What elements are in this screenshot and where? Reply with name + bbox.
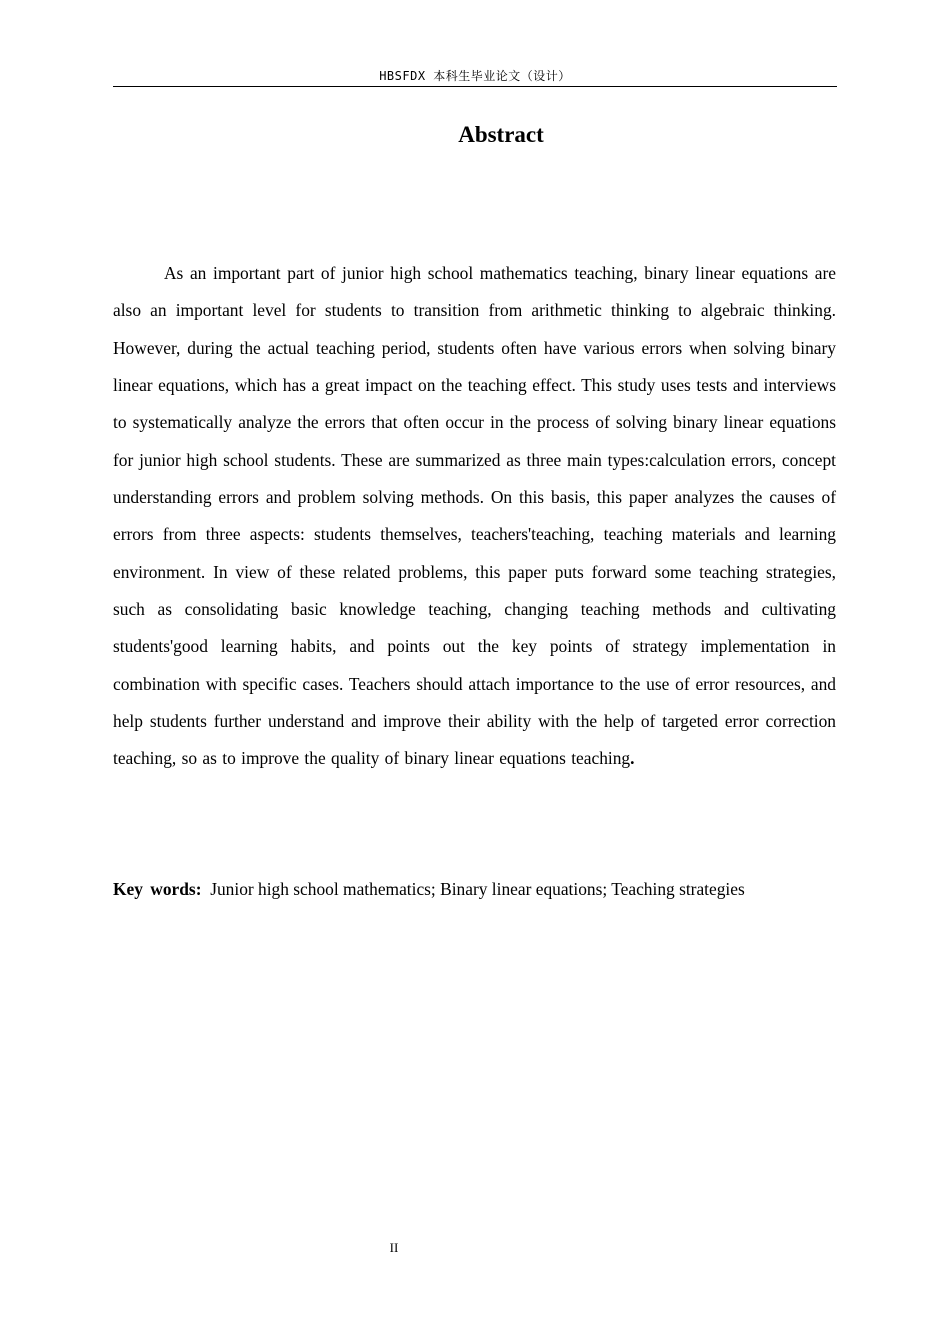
keywords-line [113,872,853,906]
keywords-text: Junior high school mathematics; Binary linear equations; Teaching strategies [210,879,745,899]
page-number: II [389,1240,399,1255]
abstract-text: As an important part of junior high school mathematics teaching, binary linear equations are also an important level for students to transition from arithmetic thinking to algebraic thinking. However, during the actual teaching period, students often have various errors when solving binary linear equations, which has a great impact on the teaching effect. This study uses tests and interviews to systematically analyze the errors that often occur in the process of solving binary linear equations for junior high school students. These are summarized as three main types:calculation errors, concept understanding errors and problem solving methods. On this basis, this paper analyzes the causes of errors from three aspects: students themselves, teachers'teaching, teaching materials and learning environment. In view of these related problems, this paper puts forward some teaching strategies, such as consolidating basic knowledge teaching, changing teaching methods and cultivating students'good learning habits, and points out the key points of strategy implementation in combination with specific cases. Teachers should attach importance to the use of error resources, and help students further understand and improve their ability with the help of targeted error correction teaching, so as to improve the quality of binary linear equations teaching [113,263,836,769]
abstract-paragraph [113,255,836,778]
keywords-label: Key words: [113,879,202,899]
abstract-final-period: . [630,748,635,769]
abstract-title: Abstract [458,122,544,147]
page-header: HBSFDX 本科生毕业论文（设计） [113,66,837,87]
